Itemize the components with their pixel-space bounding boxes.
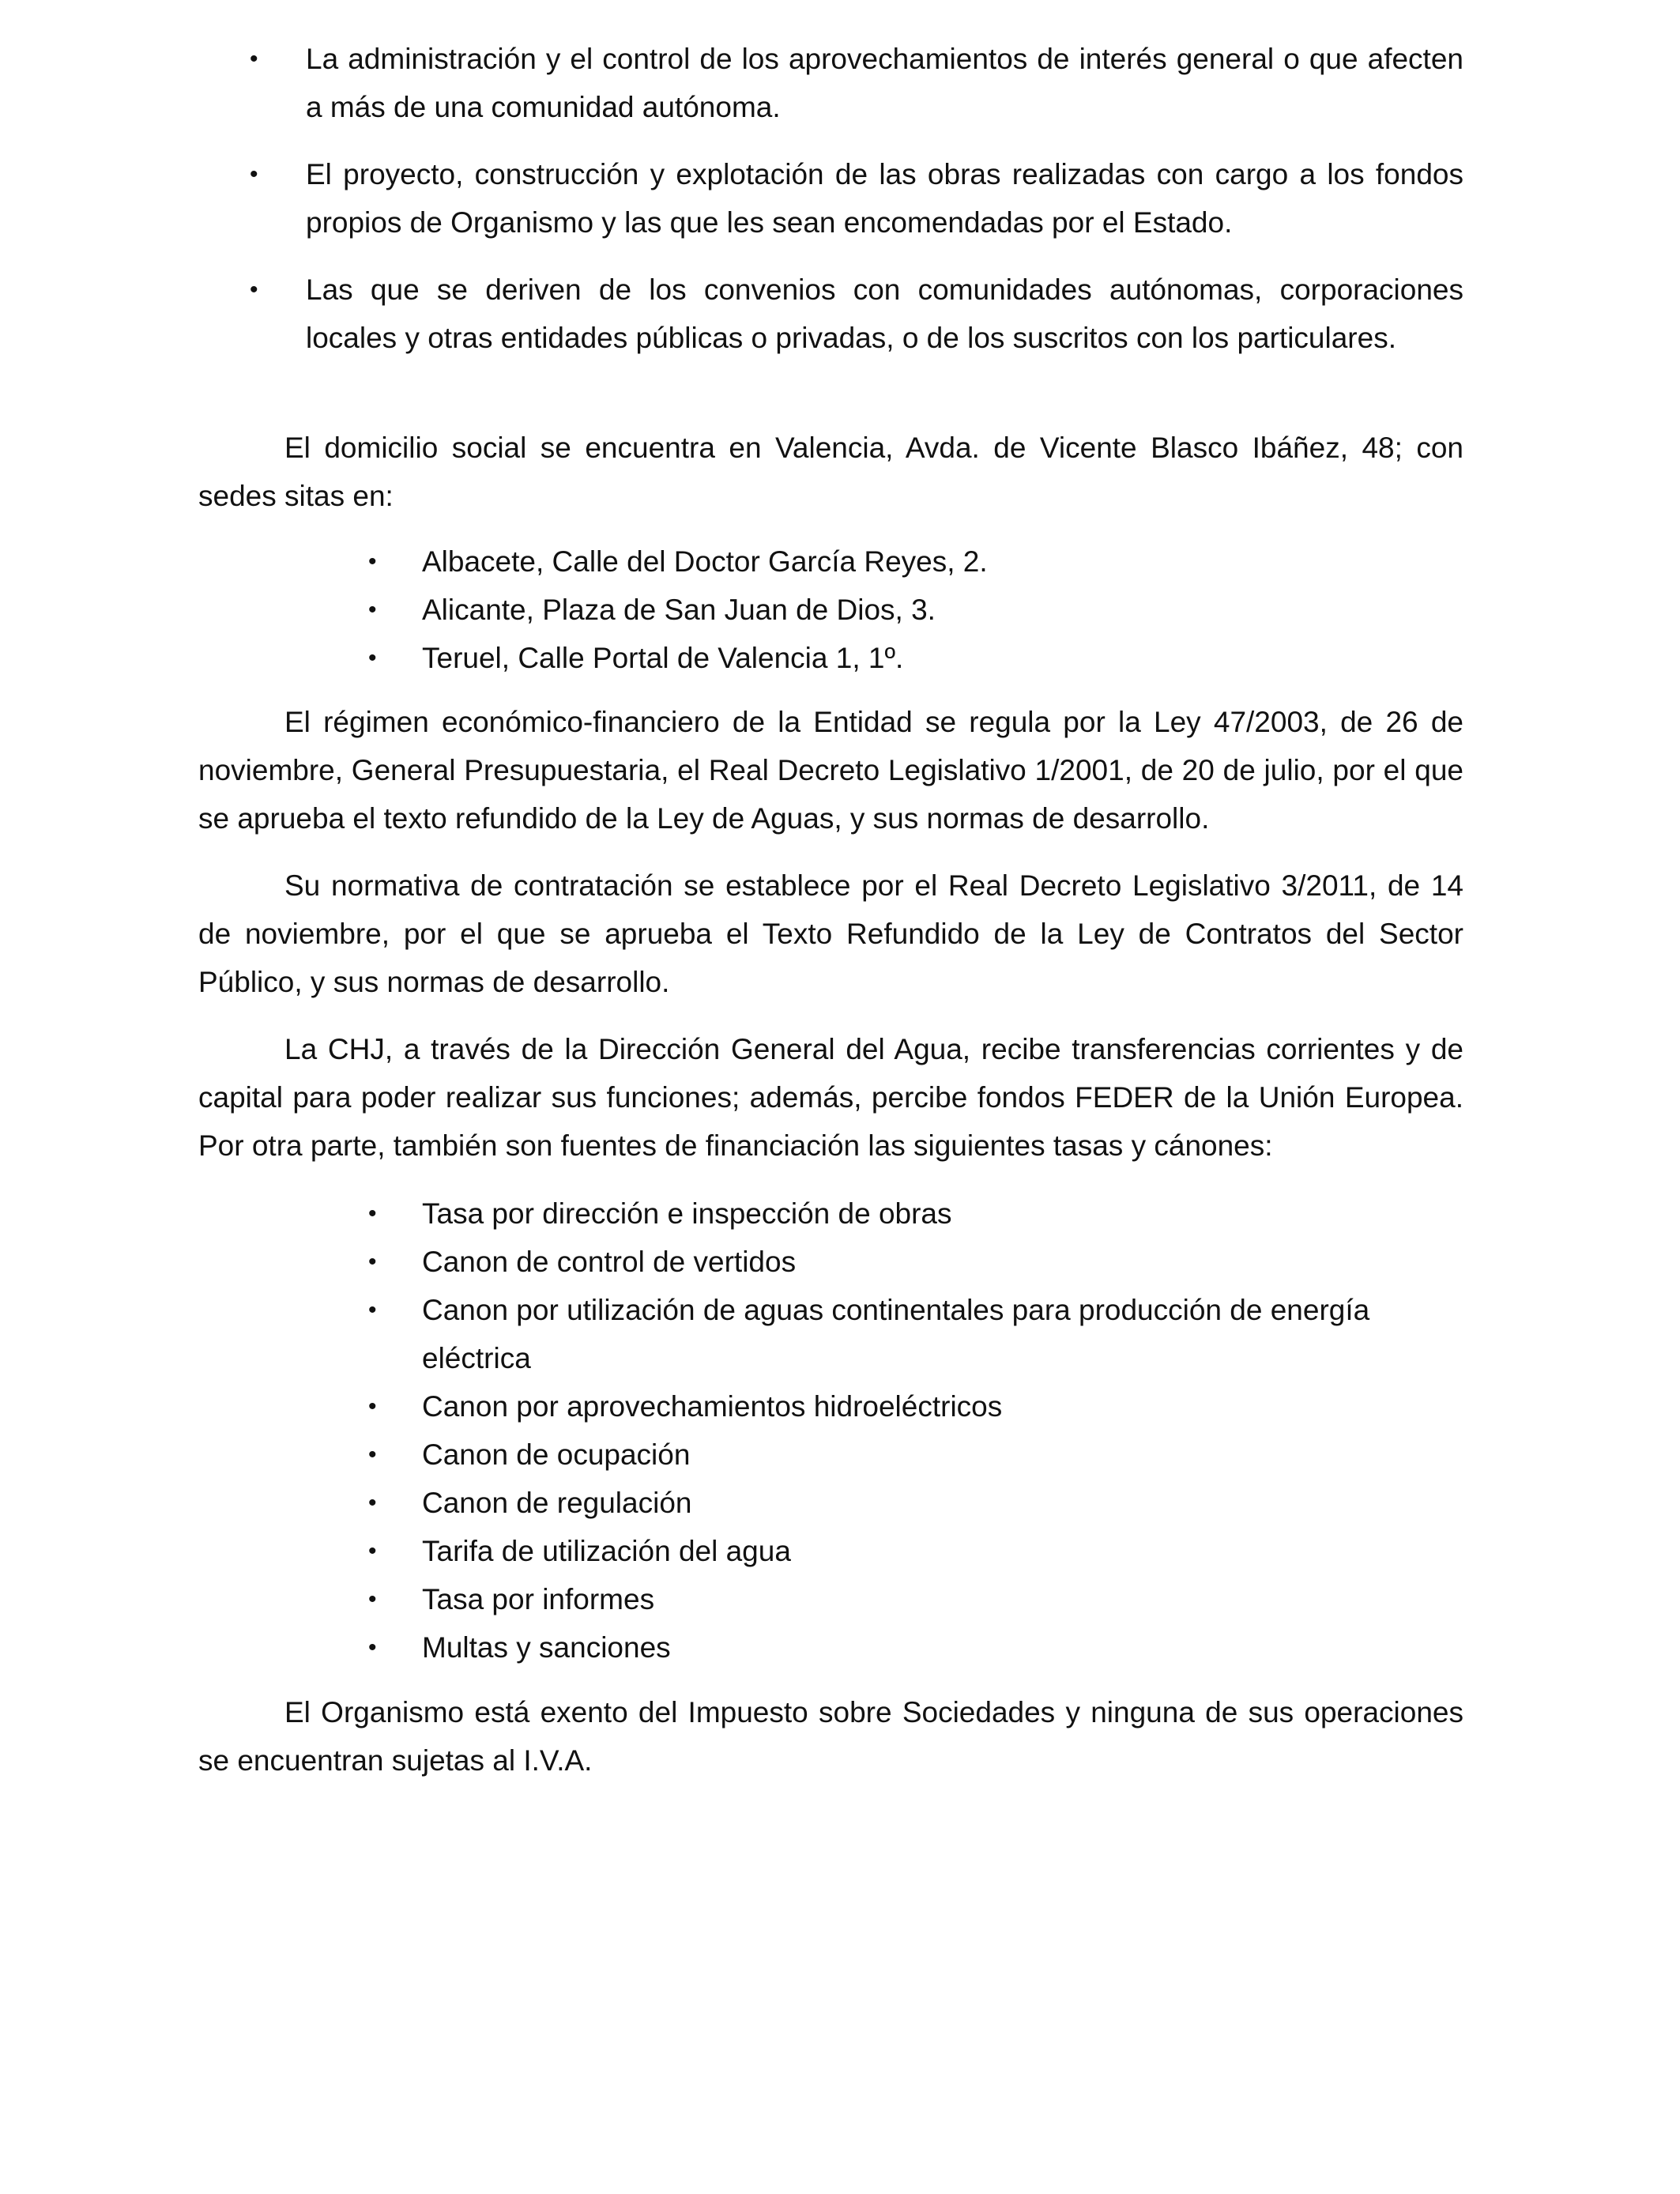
list-item bbox=[198, 1238, 1463, 1286]
list-item bbox=[198, 1189, 1463, 1238]
list-item-text: Canon de ocupación bbox=[422, 1438, 691, 1471]
list-item-text: Albacete, Calle del Doctor García Reyes, 2. bbox=[422, 545, 988, 578]
exencion-paragraph: El Organismo está exento del Impuesto sobre Sociedades y ninguna de sus operaciones se encuentran sujetas al I.V.A. bbox=[198, 1696, 1463, 1777]
list-item bbox=[198, 1623, 1463, 1672]
list-item-text: Las que se deriven de los convenios con comunidades autónomas, corporaciones locales y otras entidades públicas o privadas, o de los suscritos con los particulares. bbox=[306, 273, 1463, 354]
bullet-icon: • bbox=[368, 1442, 377, 1468]
bullet-icon: • bbox=[368, 1490, 377, 1516]
bullet-icon: • bbox=[368, 1297, 377, 1323]
list-item-text: Multas y sanciones bbox=[422, 1631, 671, 1664]
competencias-list bbox=[198, 35, 1463, 381]
bullet-icon: • bbox=[368, 1634, 377, 1661]
bullet-icon: • bbox=[368, 597, 377, 623]
list-item-text: Teruel, Calle Portal de Valencia 1, 1º. bbox=[422, 642, 904, 674]
bullet-icon: • bbox=[368, 1201, 377, 1227]
bullet-icon: • bbox=[368, 548, 377, 575]
list-item-text: Tasa por dirección e inspección de obras bbox=[422, 1197, 952, 1230]
list-item-text: La administración y el control de los aprovechamientos de interés general o que afecten a más de una comunidad autónoma. bbox=[306, 43, 1463, 123]
list-item bbox=[198, 1286, 1463, 1382]
list-item-text: Tarifa de utilización del agua bbox=[422, 1535, 791, 1567]
list-item bbox=[198, 1382, 1463, 1431]
list-item bbox=[198, 35, 1463, 131]
document-page bbox=[198, 0, 1463, 2194]
list-item-text: El proyecto, construcción y explotación de las obras realizadas con cargo a los fondos propios de Organismo y las que les sean encomendadas por el Estado. bbox=[306, 158, 1463, 239]
list-item-text: Alicante, Plaza de San Juan de Dios, 3. bbox=[422, 594, 936, 626]
bullet-icon: • bbox=[368, 1393, 377, 1419]
bullet-icon: • bbox=[250, 46, 258, 72]
bullet-icon: • bbox=[250, 161, 258, 187]
list-item-text: Canon por utilización de aguas continentales para producción de energía eléctrica bbox=[422, 1294, 1370, 1374]
list-item-text: Canon por aprovechamientos hidroeléctricos bbox=[422, 1390, 1003, 1423]
bullet-icon: • bbox=[368, 1249, 377, 1275]
list-item-text: Canon de regulación bbox=[422, 1487, 692, 1519]
list-item-text: Canon de control de vertidos bbox=[422, 1246, 797, 1278]
list-item bbox=[198, 1527, 1463, 1575]
list-item bbox=[198, 1431, 1463, 1479]
financiacion-paragraph: La CHJ, a través de la Dirección General del Agua, recibe transferencias corrientes y de capital para poder realizar sus funciones; además, percibe fondos FEDER de la Unión Europea. Por otra parte, también son fuentes de financiación las siguientes tasas y cánones: bbox=[198, 1033, 1463, 1162]
list-item bbox=[198, 1575, 1463, 1623]
list-item bbox=[198, 1479, 1463, 1527]
bullet-icon: • bbox=[368, 1586, 377, 1612]
list-item bbox=[198, 586, 1463, 634]
contratacion-paragraph: Su normativa de contratación se establece por el Real Decreto Legislativo 3/2011, de 14 de noviembre, por el que se aprueba el Texto Refundido de la Ley de Contratos del Sector Público, y sus normas de desarrollo. bbox=[198, 869, 1463, 998]
list-item-text: Tasa por informes bbox=[422, 1583, 655, 1615]
list-item bbox=[198, 537, 1463, 586]
bullet-icon: • bbox=[368, 645, 377, 671]
domicilio-paragraph: El domicilio social se encuentra en Valencia, Avda. de Vicente Blasco Ibáñez, 48; con sedes sitas en: bbox=[198, 432, 1463, 512]
list-item bbox=[198, 266, 1463, 362]
regimen-paragraph: El régimen económico-financiero de la Entidad se regula por la Ley 47/2003, de 26 de noviembre, General Presupuestaria, el Real Decreto Legislativo 1/2001, de 20 de julio, por el que se aprueba el texto refundido de la Ley de Aguas, y sus normas de desarrollo. bbox=[198, 706, 1463, 835]
bullet-icon: • bbox=[368, 1538, 377, 1564]
tasas-list bbox=[198, 1189, 1463, 1672]
list-item bbox=[198, 150, 1463, 247]
list-item bbox=[198, 634, 1463, 682]
bullet-icon: • bbox=[250, 277, 258, 303]
sedes-list bbox=[198, 537, 1463, 682]
